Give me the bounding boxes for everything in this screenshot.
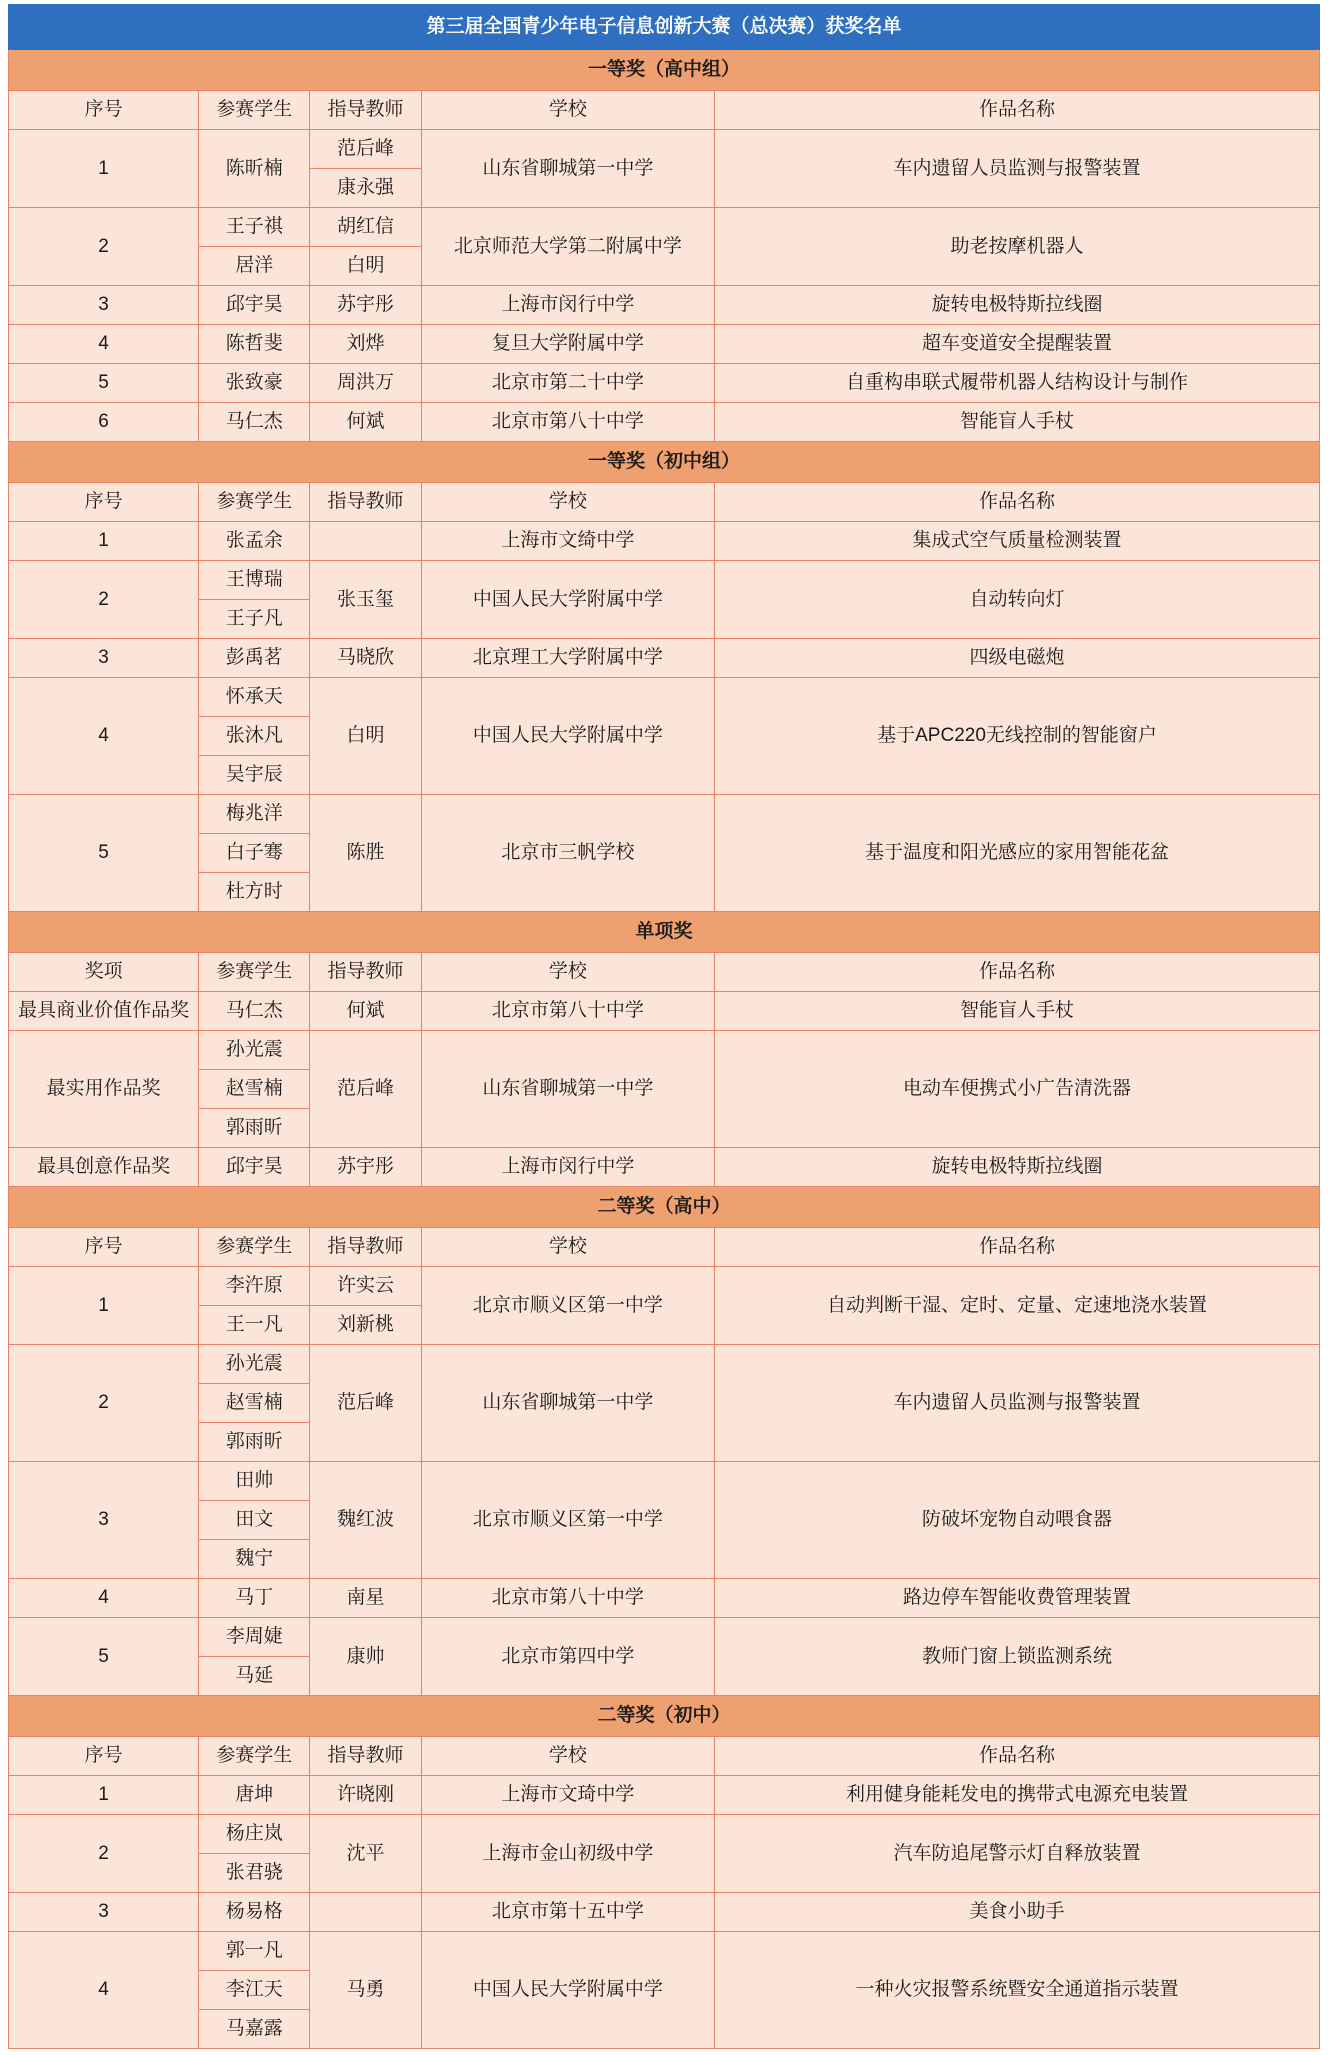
- school-name: 山东省聊城第一中学: [421, 1345, 714, 1462]
- student-name: 赵雪楠: [199, 1384, 310, 1423]
- award-table: [8, 4, 1320, 2049]
- teacher-name: 沈平: [310, 1815, 421, 1893]
- table-row: [9, 1462, 1320, 1501]
- teacher-name: 康帅: [310, 1618, 421, 1696]
- work-name: 车内遗留人员监测与报警装置: [715, 130, 1320, 208]
- work-name: 电动车便携式小广告清洗器: [715, 1031, 1320, 1148]
- student-name: 魏宁: [199, 1540, 310, 1579]
- table-row: [9, 130, 1320, 169]
- table-row: [9, 1618, 1320, 1657]
- work-name: 防破坏宠物自动喂食器: [715, 1462, 1320, 1579]
- table-row: [9, 286, 1320, 325]
- row-index: 6: [9, 403, 199, 442]
- work-name: 助老按摩机器人: [715, 208, 1320, 286]
- row-index: 5: [9, 1618, 199, 1696]
- table-row: [9, 325, 1320, 364]
- work-name: 基于温度和阳光感应的家用智能花盆: [715, 795, 1320, 912]
- column-header-work: 作品名称: [715, 1737, 1320, 1776]
- section-title: 单项奖: [9, 912, 1320, 953]
- teacher-name: 陈胜: [310, 795, 421, 912]
- work-name: 旋转电极特斯拉线圈: [715, 286, 1320, 325]
- student-name: 田帅: [199, 1462, 310, 1501]
- school-name: 北京市顺义区第一中学: [421, 1462, 714, 1579]
- column-header-student: 参赛学生: [199, 91, 310, 130]
- student-name: 李汻原: [199, 1267, 310, 1306]
- student-name: 郭雨昕: [199, 1109, 310, 1148]
- column-header-first: 序号: [9, 483, 199, 522]
- row-index: 3: [9, 1893, 199, 1932]
- table-row: [9, 561, 1320, 600]
- work-name: 教师门窗上锁监测系统: [715, 1618, 1320, 1696]
- column-header-school: 学校: [421, 953, 714, 992]
- teacher-name: 刘烨: [310, 325, 421, 364]
- student-name: 张孟余: [199, 522, 310, 561]
- column-header-teacher: 指导教师: [310, 953, 421, 992]
- column-header-row: [9, 91, 1320, 130]
- section-header-row: [9, 50, 1320, 91]
- student-name: 马仁杰: [199, 992, 310, 1031]
- student-name: 李江天: [199, 1971, 310, 2010]
- student-name: 赵雪楠: [199, 1070, 310, 1109]
- work-name: 四级电磁炮: [715, 639, 1320, 678]
- student-name: 杨庄岚: [199, 1815, 310, 1854]
- teacher-name: 何斌: [310, 403, 421, 442]
- school-name: 中国人民大学附属中学: [421, 561, 714, 639]
- column-header-work: 作品名称: [715, 1228, 1320, 1267]
- column-header-first: 奖项: [9, 953, 199, 992]
- table-row: [9, 208, 1320, 247]
- teacher-name: 康永强: [310, 169, 421, 208]
- teacher-name: 马勇: [310, 1932, 421, 2049]
- student-name: 马嘉露: [199, 2010, 310, 2049]
- work-name: 超车变道安全提醒装置: [715, 325, 1320, 364]
- row-index: 4: [9, 1579, 199, 1618]
- teacher-name: 白明: [310, 247, 421, 286]
- work-name: 集成式空气质量检测装置: [715, 522, 1320, 561]
- row-index: 4: [9, 1932, 199, 2049]
- row-index: 最实用作品奖: [9, 1031, 199, 1148]
- teacher-name: 范后峰: [310, 130, 421, 169]
- student-name: 李周婕: [199, 1618, 310, 1657]
- school-name: 复旦大学附属中学: [421, 325, 714, 364]
- school-name: 北京市三帆学校: [421, 795, 714, 912]
- table-row: [9, 1267, 1320, 1306]
- student-name: 王博瑞: [199, 561, 310, 600]
- teacher-name: [310, 522, 421, 561]
- table-row: [9, 1345, 1320, 1384]
- student-name: 马仁杰: [199, 403, 310, 442]
- school-name: 北京市第四中学: [421, 1618, 714, 1696]
- teacher-name: 魏红波: [310, 1462, 421, 1579]
- row-index: 2: [9, 1345, 199, 1462]
- work-name: 自重构串联式履带机器人结构设计与制作: [715, 364, 1320, 403]
- student-name: 陈哲斐: [199, 325, 310, 364]
- student-name: 居洋: [199, 247, 310, 286]
- section-header-row: [9, 912, 1320, 953]
- student-name: 孙光震: [199, 1031, 310, 1070]
- school-name: 北京市第十五中学: [421, 1893, 714, 1932]
- page-title: 第三届全国青少年电子信息创新大赛（总决赛）获奖名单: [9, 5, 1320, 50]
- table-row: [9, 1893, 1320, 1932]
- school-name: 北京理工大学附属中学: [421, 639, 714, 678]
- teacher-name: 苏宇彤: [310, 1148, 421, 1187]
- column-header-teacher: 指导教师: [310, 1737, 421, 1776]
- student-name: 白子骞: [199, 834, 310, 873]
- work-name: 自动转向灯: [715, 561, 1320, 639]
- work-name: 基于APC220无线控制的智能窗户: [715, 678, 1320, 795]
- teacher-name: 刘新桃: [310, 1306, 421, 1345]
- column-header-row: [9, 1737, 1320, 1776]
- document-title-row: [9, 5, 1320, 50]
- school-name: 中国人民大学附属中学: [421, 678, 714, 795]
- table-row: [9, 1148, 1320, 1187]
- school-name: 中国人民大学附属中学: [421, 1932, 714, 2049]
- table-row: [9, 639, 1320, 678]
- teacher-name: [310, 1893, 421, 1932]
- table-row: [9, 1932, 1320, 1971]
- school-name: 上海市文绮中学: [421, 522, 714, 561]
- school-name: 北京市顺义区第一中学: [421, 1267, 714, 1345]
- student-name: 张君骁: [199, 1854, 310, 1893]
- table-row: [9, 364, 1320, 403]
- student-name: 张沐凡: [199, 717, 310, 756]
- student-name: 王子祺: [199, 208, 310, 247]
- teacher-name: 张玉玺: [310, 561, 421, 639]
- row-index: 2: [9, 208, 199, 286]
- student-name: 彭禹茗: [199, 639, 310, 678]
- work-name: 旋转电极特斯拉线圈: [715, 1148, 1320, 1187]
- teacher-name: 许实云: [310, 1267, 421, 1306]
- student-name: 邱宇昊: [199, 1148, 310, 1187]
- work-name: 车内遗留人员监测与报警装置: [715, 1345, 1320, 1462]
- work-name: 智能盲人手杖: [715, 992, 1320, 1031]
- column-header-work: 作品名称: [715, 953, 1320, 992]
- school-name: 上海市闵行中学: [421, 1148, 714, 1187]
- column-header-row: [9, 1228, 1320, 1267]
- section-title: 一等奖（初中组）: [9, 442, 1320, 483]
- teacher-name: 南星: [310, 1579, 421, 1618]
- row-index: 1: [9, 1776, 199, 1815]
- school-name: 北京市第八十中学: [421, 1579, 714, 1618]
- work-name: 汽车防追尾警示灯自释放装置: [715, 1815, 1320, 1893]
- row-index: 5: [9, 795, 199, 912]
- column-header-first: 序号: [9, 1228, 199, 1267]
- table-row: [9, 1815, 1320, 1854]
- teacher-name: 周洪万: [310, 364, 421, 403]
- work-name: 利用健身能耗发电的携带式电源充电装置: [715, 1776, 1320, 1815]
- student-name: 杨易格: [199, 1893, 310, 1932]
- student-name: 孙光震: [199, 1345, 310, 1384]
- section-title: 一等奖（高中组）: [9, 50, 1320, 91]
- column-header-school: 学校: [421, 1737, 714, 1776]
- table-row: [9, 992, 1320, 1031]
- column-header-first: 序号: [9, 1737, 199, 1776]
- row-index: 最具商业价值作品奖: [9, 992, 199, 1031]
- school-name: 北京师范大学第二附属中学: [421, 208, 714, 286]
- column-header-first: 序号: [9, 91, 199, 130]
- work-name: 美食小助手: [715, 1893, 1320, 1932]
- column-header-teacher: 指导教师: [310, 1228, 421, 1267]
- column-header-school: 学校: [421, 483, 714, 522]
- row-index: 最具创意作品奖: [9, 1148, 199, 1187]
- student-name: 邱宇昊: [199, 286, 310, 325]
- column-header-school: 学校: [421, 1228, 714, 1267]
- column-header-student: 参赛学生: [199, 953, 310, 992]
- school-name: 上海市文琦中学: [421, 1776, 714, 1815]
- table-row: [9, 1579, 1320, 1618]
- column-header-school: 学校: [421, 91, 714, 130]
- work-name: 路边停车智能收费管理装置: [715, 1579, 1320, 1618]
- student-name: 田文: [199, 1501, 310, 1540]
- column-header-teacher: 指导教师: [310, 91, 421, 130]
- student-name: 王一凡: [199, 1306, 310, 1345]
- table-row: [9, 522, 1320, 561]
- row-index: 1: [9, 1267, 199, 1345]
- table-row: [9, 678, 1320, 717]
- student-name: 马丁: [199, 1579, 310, 1618]
- student-name: 郭一凡: [199, 1932, 310, 1971]
- student-name: 唐坤: [199, 1776, 310, 1815]
- school-name: 北京市第二十中学: [421, 364, 714, 403]
- student-name: 梅兆洋: [199, 795, 310, 834]
- teacher-name: 何斌: [310, 992, 421, 1031]
- teacher-name: 苏宇彤: [310, 286, 421, 325]
- row-index: 5: [9, 364, 199, 403]
- student-name: 陈昕楠: [199, 130, 310, 208]
- student-name: 杜方时: [199, 873, 310, 912]
- student-name: 张致豪: [199, 364, 310, 403]
- column-header-student: 参赛学生: [199, 1228, 310, 1267]
- column-header-teacher: 指导教师: [310, 483, 421, 522]
- school-name: 北京市第八十中学: [421, 992, 714, 1031]
- table-row: [9, 403, 1320, 442]
- column-header-work: 作品名称: [715, 91, 1320, 130]
- work-name: 自动判断干湿、定时、定量、定速地浇水装置: [715, 1267, 1320, 1345]
- column-header-row: [9, 953, 1320, 992]
- school-name: 山东省聊城第一中学: [421, 1031, 714, 1148]
- row-index: 3: [9, 639, 199, 678]
- work-name: 一种火灾报警系统暨安全通道指示装置: [715, 1932, 1320, 2049]
- student-name: 郭雨昕: [199, 1423, 310, 1462]
- section-header-row: [9, 442, 1320, 483]
- school-name: 山东省聊城第一中学: [421, 130, 714, 208]
- row-index: 4: [9, 678, 199, 795]
- student-name: 王子凡: [199, 600, 310, 639]
- row-index: 3: [9, 286, 199, 325]
- teacher-name: 范后峰: [310, 1031, 421, 1148]
- table-row: [9, 1031, 1320, 1070]
- section-title: 二等奖（初中）: [9, 1696, 1320, 1737]
- row-index: 2: [9, 1815, 199, 1893]
- school-name: 上海市金山初级中学: [421, 1815, 714, 1893]
- section-header-row: [9, 1696, 1320, 1737]
- column-header-row: [9, 483, 1320, 522]
- row-index: 3: [9, 1462, 199, 1579]
- section-title: 二等奖（高中）: [9, 1187, 1320, 1228]
- row-index: 1: [9, 130, 199, 208]
- student-name: 怀承天: [199, 678, 310, 717]
- column-header-work: 作品名称: [715, 483, 1320, 522]
- section-header-row: [9, 1187, 1320, 1228]
- teacher-name: 马晓欣: [310, 639, 421, 678]
- school-name: 北京市第八十中学: [421, 403, 714, 442]
- teacher-name: 许晓刚: [310, 1776, 421, 1815]
- row-index: 4: [9, 325, 199, 364]
- row-index: 1: [9, 522, 199, 561]
- column-header-student: 参赛学生: [199, 483, 310, 522]
- student-name: 吴宇辰: [199, 756, 310, 795]
- work-name: 智能盲人手杖: [715, 403, 1320, 442]
- school-name: 上海市闵行中学: [421, 286, 714, 325]
- column-header-student: 参赛学生: [199, 1737, 310, 1776]
- row-index: 2: [9, 561, 199, 639]
- teacher-name: 白明: [310, 678, 421, 795]
- teacher-name: 胡红信: [310, 208, 421, 247]
- table-row: [9, 1776, 1320, 1815]
- student-name: 马延: [199, 1657, 310, 1696]
- teacher-name: 范后峰: [310, 1345, 421, 1462]
- table-row: [9, 795, 1320, 834]
